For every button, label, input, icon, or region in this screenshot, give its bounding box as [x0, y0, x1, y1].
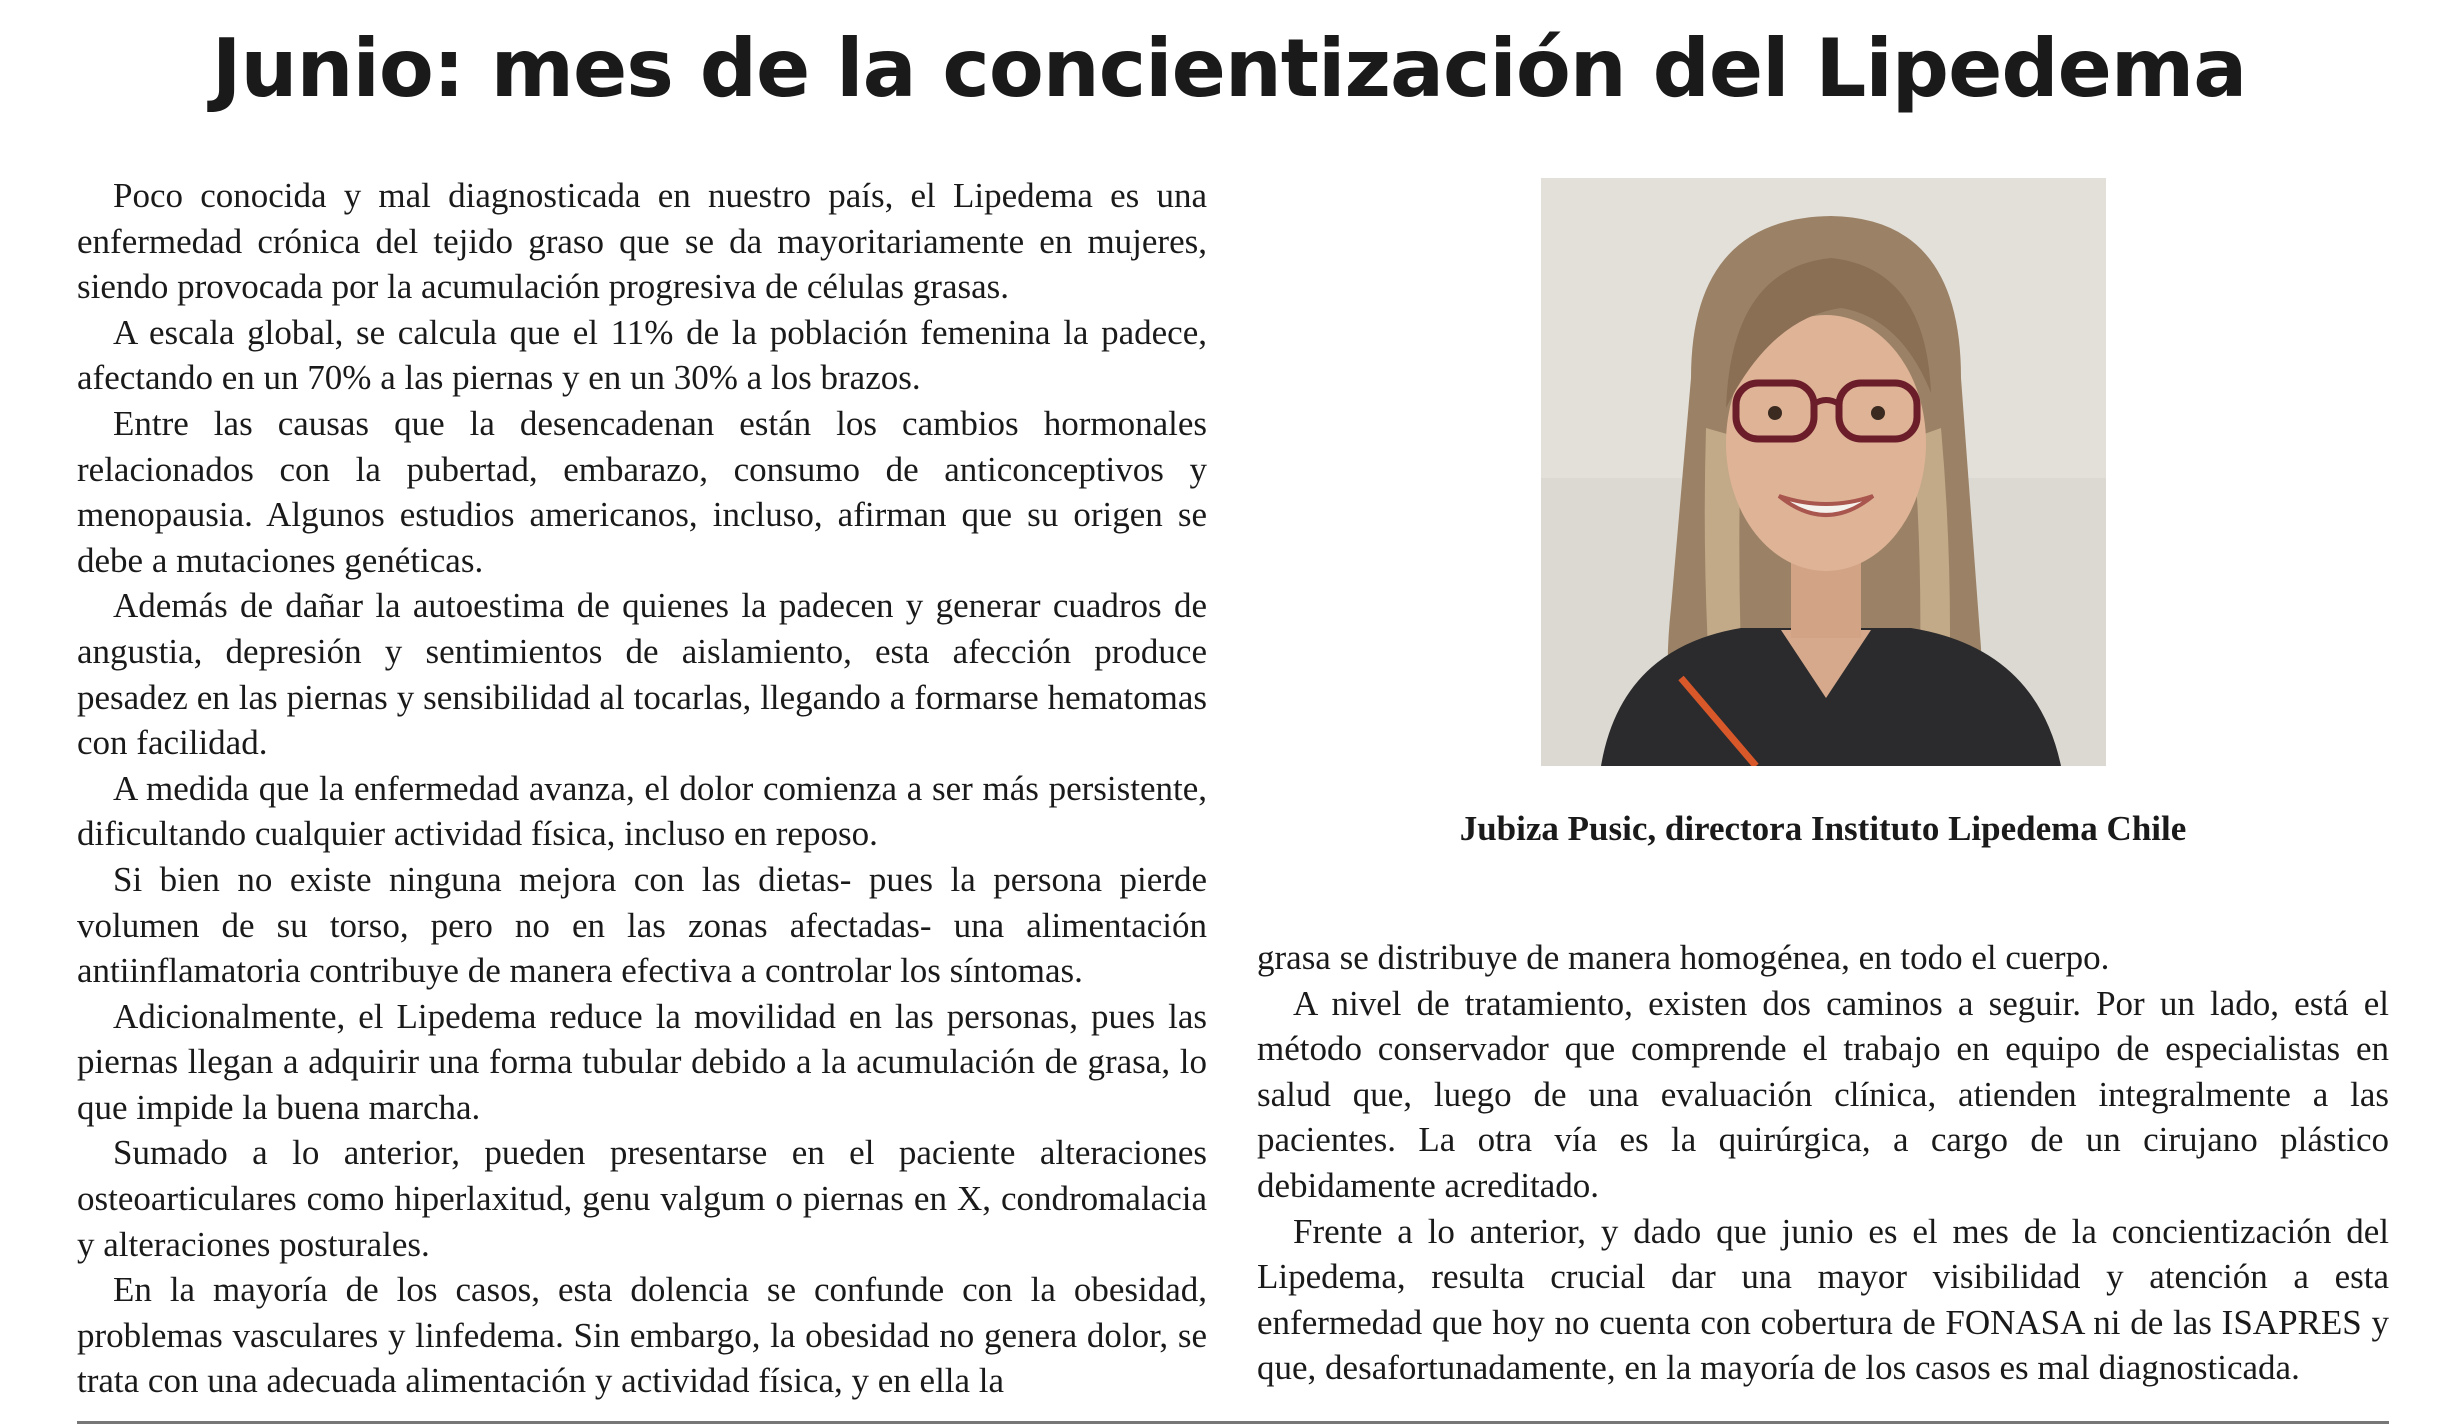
portrait-photo-icon: [1541, 178, 2106, 766]
article-paragraph: Entre las causas que la desencadenan están los cambios hormonales relacionados con la pubertad, embarazo, consumo de anticonceptivos y menopausia. Algunos estudios americanos, incluso, afirman que su origen se debe a mutaciones genéticas.: [77, 403, 1207, 580]
article-paragraph: A escala global, se calcula que el 11% de la población femenina la padece, afectando en un 70% a las piernas y en un 30% a los brazos.: [77, 312, 1207, 398]
article-paragraph: grasa se distribuye de manera homogénea, en todo el cuerpo.: [1257, 938, 2110, 977]
article-paragraph: A nivel de tratamiento, existen dos caminos a seguir. Por un lado, está el método conservador que comprende el trabajo en equipo de especialistas en salud que, luego de una evaluación clínica, atienden integralmente a las pacientes. La otra vía es la quirúrgica, a cargo de un cirujano plástico debidamente acreditado.: [1257, 983, 2389, 1205]
article-paragraph: Poco conocida y mal diagnosticada en nuestro país, el Lipedema es una enfermedad crónica del tejido graso que se da mayoritariamente en mujeres, siendo provocada por la acumulación progresiva de células grasas.: [77, 176, 1207, 307]
article-paragraph: Si bien no existe ninguna mejora con las dietas- pues la persona pierde volumen de su torso, pero no en las zonas afectadas- una alimentación antiinflamatoria contribuye de manera efectiva a controlar los síntomas.: [77, 859, 1207, 991]
article-left-column: [77, 173, 1207, 1404]
portrait-photo: [1541, 178, 2106, 766]
article-paragraph: En la mayoría de los casos, esta dolencia se confunde con la obesidad, problemas vasculares y linfedema. Sin embargo, la obesidad no genera dolor, se trata con una adecuada alimentación y actividad física, y en ella la: [77, 1270, 1207, 1401]
article-paragraph: Adicionalmente, el Lipedema reduce la movilidad en las personas, pues las piernas llegan a adquirir una forma tubular debido a la acumulación de grasa, lo que impide la buena marcha.: [77, 996, 1207, 1127]
article-paragraph: A medida que la enfermedad avanza, el dolor comienza a ser más persistente, dificultando cualquier actividad física, incluso en reposo.: [77, 768, 1207, 854]
article-paragraph: Frente a lo anterior, y dado que junio es el mes de la concientización del Lipedema, resulta crucial dar una mayor visibilidad y atención a esta enfermedad que hoy no cuenta con cobertura de FONASA ni de las ISAPRES y que, desafortunadamente, en la mayoría de los casos es mal diagnosticada.: [1257, 1211, 2389, 1388]
article-paragraph: Sumado a lo anterior, pueden presentarse en el paciente alteraciones osteoarticulares como hiperlaxitud, genu valgum o piernas en X, condromalacia y alteraciones posturales.: [77, 1133, 1207, 1264]
article-paragraph: Además de dañar la autoestima de quienes la padecen y generar cuadros de angustia, depresión y sentimientos de aislamiento, esta afección produce pesadez en las piernas y sensibilidad al tocarlas, llegando a formarse hematomas con facilidad.: [77, 586, 1207, 763]
bottom-divider: [77, 1421, 2389, 1424]
article-headline: Junio: mes de la concientización del Lipedema: [211, 22, 2247, 115]
article-right-column: [1257, 935, 2389, 1391]
photo-caption: Jubiza Pusic, directora Instituto Lipedema Chile: [1459, 809, 2187, 848]
